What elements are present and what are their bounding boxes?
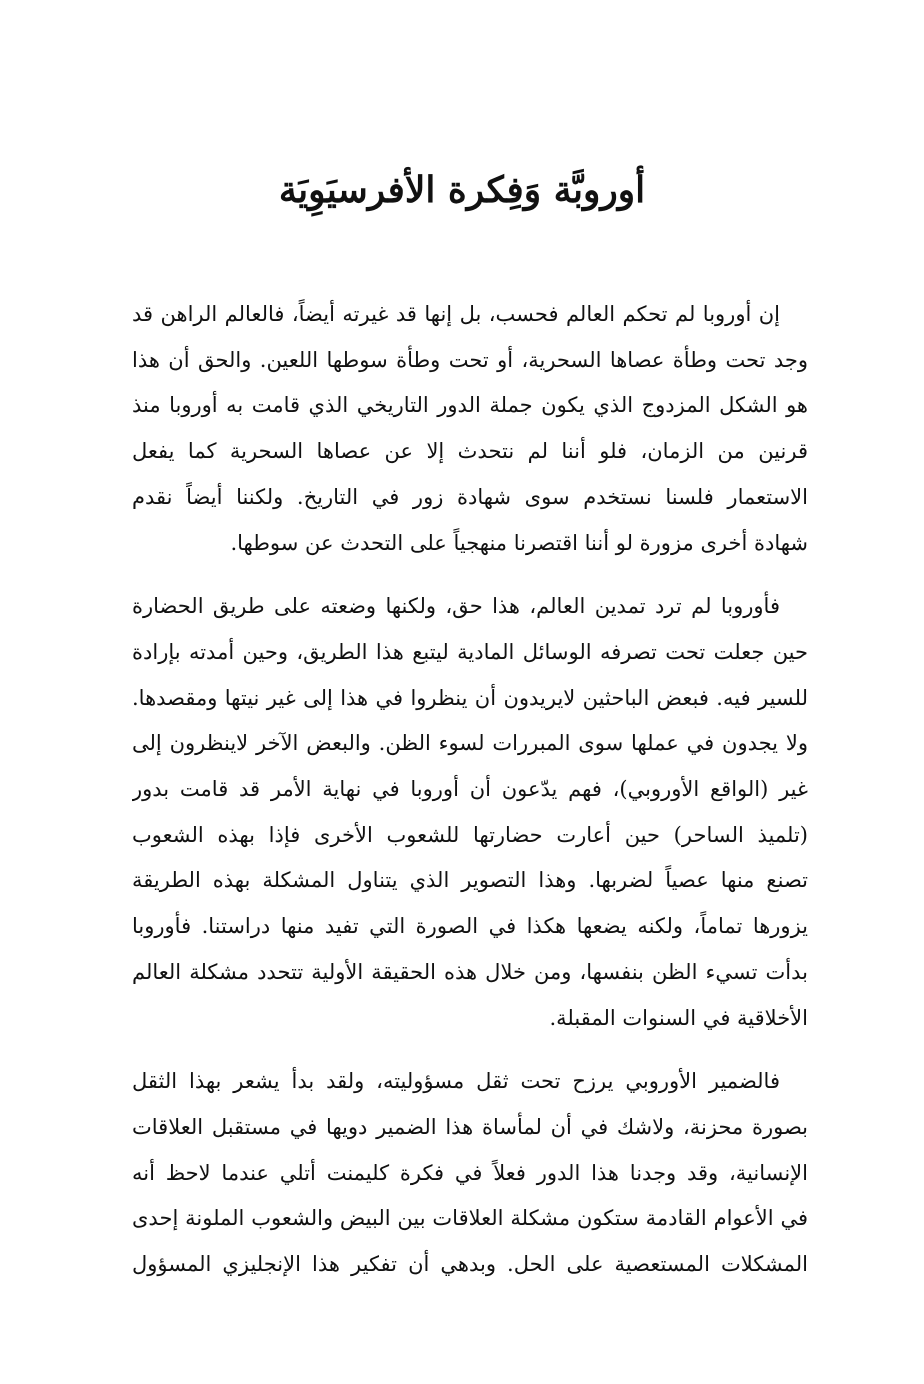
text-line: يزورها تماماً، ولكنه يضعها هكذا في الصورة التي تفيد منها دراستنا. فأوروبا: [132, 914, 808, 939]
text-line: ولا يجدون في عملها سوى المبررات لسوء الظن. والبعض الآخر لاينظرون إلى: [132, 731, 808, 756]
text-line: فالضمير الأوروبي يرزح تحت ثقل مسؤوليته، ولقد بدأ يشعر بهذا الثقل: [132, 1069, 780, 1094]
text-line: في الأعوام القادمة ستكون مشكلة العلاقات بين البيض والشعوب الملونة إحدى: [132, 1206, 808, 1231]
chapter-title: أوروبَّة وَفِكرة الأفرسيَوِيَة: [278, 169, 646, 211]
text-line: الإنسانية، وقد وجدنا هذا الدور فعلاً في فكرة كليمنت أتلي عندما لاحظ أنه: [132, 1160, 808, 1185]
text-line: فأوروبا لم ترد تمدين العالم، هذا حق، ولكنها وضعته على طريق الحضارة: [132, 594, 780, 619]
text-line: للسير فيه. فبعض الباحثين لايريدون أن ينظروا في هذا إلى غير نيتها ومقصدها.: [132, 685, 808, 710]
text-line: بدأت تسيء الظن بنفسها، ومن خلال هذه الحقيقة الأولية تتحدد مشكلة العالم: [132, 959, 808, 984]
chapter-body: [132, 292, 808, 1288]
paragraph-2: [132, 584, 808, 1041]
paragraph-3: [132, 1059, 808, 1288]
text-line: الأخلاقية في السنوات المقبلة.: [549, 1005, 808, 1030]
paragraph-1: [132, 292, 808, 566]
text-line: (تلميذ الساحر) حين أعارت حضارتها للشعوب الأخرى فإذا بهذه الشعوب: [132, 822, 808, 847]
text-line: المشكلات المستعصية على الحل. وبدهي أن تفكير هذا الإنجليزي المسؤول: [132, 1252, 808, 1277]
text-line: بصورة محزنة، ولاشك في أن لمأساة هذا الضمير دويها في مستقبل العلاقات: [132, 1114, 808, 1139]
text-line: إن أوروبا لم تحكم العالم فحسب، بل إنها قد غيرته أيضاً، فالعالم الراهن قد: [132, 302, 780, 326]
text-line: حين جعلت تحت تصرفه الوسائل المادية ليتبع هذا الطريق، وحين أمدته بإرادة: [132, 639, 808, 664]
text-line: قرنين من الزمان، فلو أننا لم نتحدث إلا عن عصاها السحرية كما يفعل: [132, 439, 808, 464]
text-line: الاستعمار فلسنا نستخدم سوى شهادة زور في التاريخ. ولكننا أيضاً نقدم: [132, 484, 808, 509]
text-line: هو الشكل المزدوج الذي يكون جملة الدور التاريخي الذي قامت به أوروبا منذ: [132, 393, 808, 418]
text-line: غير (الواقع الأوروبي)، فهم يدّعون أن أوروبا في نهاية الأمر قد قامت بدور: [132, 777, 808, 802]
text-line: تصنع منها عصياً لضربها. وهذا التصوير الذي يتناول المشكلة بهذه الطريقة: [132, 868, 808, 893]
text-line: شهادة أخرى مزورة لو أننا اقتصرنا منهجياً على التحدث عن سوطها.: [230, 530, 808, 555]
text-line: وجد تحت وطأة عصاها السحرية، أو تحت وطأة سوطها اللعين. والحق أن هذا: [132, 347, 808, 372]
